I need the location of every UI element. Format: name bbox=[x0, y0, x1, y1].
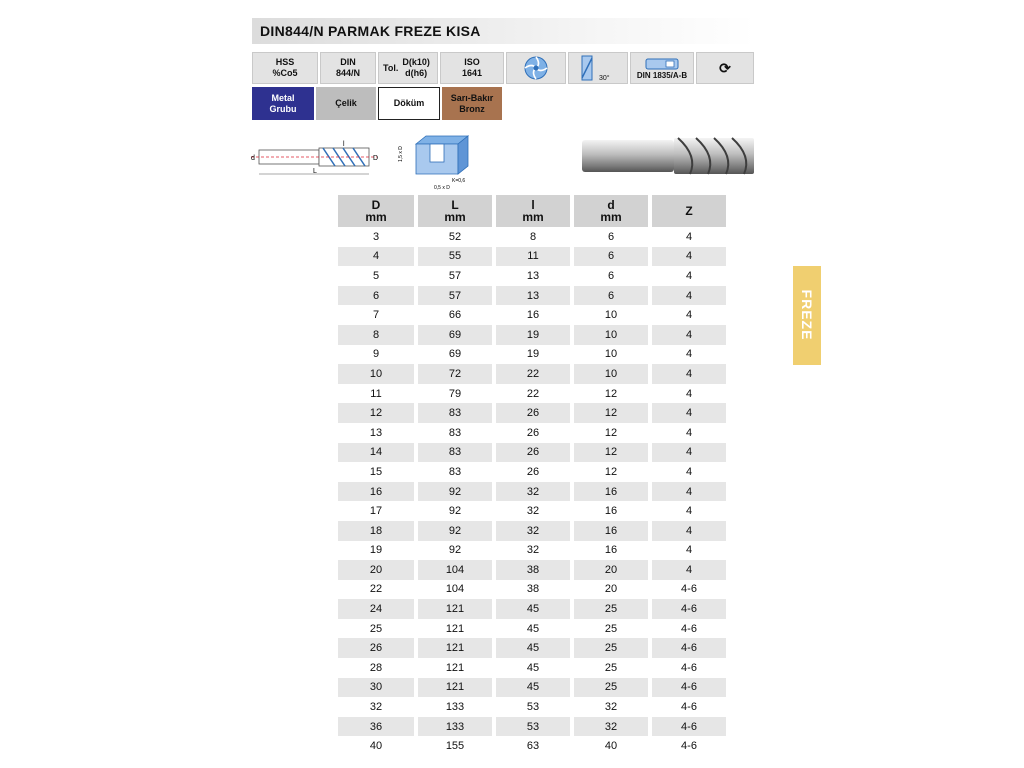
table-cell: 22 bbox=[494, 364, 572, 384]
helix-angle-icon bbox=[576, 54, 620, 82]
table-cell: 92 bbox=[416, 521, 494, 541]
dimension-table bbox=[338, 195, 726, 756]
table-cell: 4 bbox=[685, 426, 693, 439]
table-cell: 4-6 bbox=[681, 701, 697, 714]
table-cell: 4-6 bbox=[681, 622, 697, 635]
table-cell: 6 bbox=[572, 227, 650, 247]
table-cell: 69 bbox=[416, 345, 494, 365]
table-cell: 38 bbox=[494, 560, 572, 580]
spec-iso: ISO 1641 bbox=[440, 52, 504, 84]
table-cell: 45 bbox=[494, 599, 572, 619]
table-cell: 32 bbox=[494, 541, 572, 561]
table-row bbox=[338, 736, 726, 756]
table-cell: 12 bbox=[572, 443, 650, 463]
shank-icon bbox=[644, 57, 680, 71]
table-cell: 4 bbox=[685, 505, 693, 518]
table-cell: 4 bbox=[338, 247, 416, 267]
table-row bbox=[338, 599, 726, 619]
tolerance-label: Tol. bbox=[383, 62, 399, 73]
table-cell: 121 bbox=[416, 599, 494, 619]
table-cell: 20 bbox=[572, 560, 650, 580]
table-cell: 32 bbox=[494, 482, 572, 502]
table-cell: 8 bbox=[338, 325, 416, 345]
table-cell: 12 bbox=[338, 403, 416, 423]
table-cell: 5 bbox=[338, 266, 416, 286]
table-cell: 69 bbox=[416, 325, 494, 345]
table-cell: 6 bbox=[572, 266, 650, 286]
table-cell: 92 bbox=[416, 541, 494, 561]
table-cell: 32 bbox=[494, 521, 572, 541]
table-cell: 72 bbox=[416, 364, 494, 384]
table-row bbox=[338, 325, 726, 345]
table-row bbox=[338, 697, 726, 717]
table-cell: 4 bbox=[685, 230, 693, 243]
table-row bbox=[338, 227, 726, 247]
table-row bbox=[338, 266, 726, 286]
table-cell: 45 bbox=[494, 619, 572, 639]
table-row bbox=[338, 423, 726, 443]
spec-hss: HSS %Co5 bbox=[252, 52, 318, 84]
table-cell: 8 bbox=[494, 227, 572, 247]
table-cell: 4-6 bbox=[650, 678, 726, 698]
table-cell: 45 bbox=[494, 638, 572, 658]
table-cell: 26 bbox=[494, 403, 572, 423]
table-cell: 4-6 bbox=[650, 717, 726, 737]
table-cell: 4 bbox=[685, 309, 693, 322]
table-cell: 19 bbox=[494, 325, 572, 345]
table-cell: 16 bbox=[572, 501, 650, 521]
table-cell: 121 bbox=[416, 638, 494, 658]
table-cell: 13 bbox=[494, 266, 572, 286]
table-cell: 45 bbox=[494, 658, 572, 678]
table-cell: 4 bbox=[650, 521, 726, 541]
table-cell: 155 bbox=[416, 736, 494, 756]
spec-flutes bbox=[506, 52, 566, 84]
table-cell: 6 bbox=[572, 286, 650, 306]
table-cell: 16 bbox=[572, 541, 650, 561]
table-cell: 52 bbox=[416, 227, 494, 247]
table-cell: 11 bbox=[494, 247, 572, 267]
col-header-l: l mm bbox=[494, 195, 572, 227]
table-cell: 57 bbox=[416, 266, 494, 286]
table-cell: 92 bbox=[416, 501, 494, 521]
col-header-L: L mm bbox=[416, 195, 494, 227]
material-cast: Döküm bbox=[378, 87, 440, 120]
dim-l: l bbox=[343, 141, 345, 148]
spec-tolerance bbox=[378, 52, 438, 84]
helix-angle-label: 30° bbox=[599, 75, 610, 82]
table-cell: 83 bbox=[416, 443, 494, 463]
table-cell: 121 bbox=[416, 658, 494, 678]
table-cell: 10 bbox=[572, 345, 650, 365]
table-cell: 26 bbox=[494, 462, 572, 482]
table-row bbox=[338, 560, 726, 580]
table-cell: 15 bbox=[338, 462, 416, 482]
table-row bbox=[338, 247, 726, 267]
table-cell: 53 bbox=[494, 697, 572, 717]
table-cell: 4 bbox=[650, 325, 726, 345]
table-row bbox=[338, 462, 726, 482]
table-cell: 32 bbox=[572, 717, 650, 737]
col-header-D: D mm bbox=[338, 195, 416, 227]
table-cell: 4 bbox=[685, 465, 693, 478]
table-cell: 4 bbox=[650, 364, 726, 384]
table-cell: 17 bbox=[338, 501, 416, 521]
table-cell: 11 bbox=[338, 384, 416, 404]
table-cell: 4 bbox=[685, 387, 693, 400]
table-cell: 83 bbox=[416, 403, 494, 423]
table-cell: 32 bbox=[572, 697, 650, 717]
table-cell: 133 bbox=[416, 717, 494, 737]
table-cell: 24 bbox=[338, 599, 416, 619]
slot-bottom-label: 0,5 x D bbox=[434, 185, 450, 191]
col-header-Z: Z bbox=[650, 195, 726, 227]
table-cell: 25 bbox=[572, 599, 650, 619]
table-row bbox=[338, 443, 726, 463]
table-row bbox=[338, 580, 726, 600]
table-cell: 14 bbox=[338, 443, 416, 463]
table-cell: 121 bbox=[416, 678, 494, 698]
shank-label: DIN 1835/A-B bbox=[636, 70, 688, 80]
dim-D: D bbox=[373, 155, 379, 162]
table-cell: 40 bbox=[338, 736, 416, 756]
section-tab-label: FREZE bbox=[799, 289, 815, 341]
table-row bbox=[338, 717, 726, 737]
table-cell: 104 bbox=[416, 560, 494, 580]
table-cell: 121 bbox=[416, 619, 494, 639]
table-row bbox=[338, 345, 726, 365]
table-row bbox=[338, 305, 726, 325]
table-cell: 4-6 bbox=[650, 599, 726, 619]
tolerance-values: D(k10) d(h6) bbox=[402, 57, 430, 78]
table-cell: 7 bbox=[338, 305, 416, 325]
slot-diagram bbox=[394, 134, 474, 192]
table-cell: 92 bbox=[416, 482, 494, 502]
table-cell: 10 bbox=[572, 305, 650, 325]
table-cell: 20 bbox=[572, 580, 650, 600]
table-row bbox=[338, 541, 726, 561]
table-cell: 13 bbox=[494, 286, 572, 306]
table-cell: 4-6 bbox=[650, 638, 726, 658]
spec-din: DIN 844/N bbox=[320, 52, 376, 84]
table-row bbox=[338, 403, 726, 423]
table-cell: 18 bbox=[338, 521, 416, 541]
section-tab bbox=[793, 266, 821, 365]
table-row bbox=[338, 364, 726, 384]
table-cell: 25 bbox=[572, 658, 650, 678]
table-cell: 25 bbox=[572, 638, 650, 658]
table-cell: 66 bbox=[416, 305, 494, 325]
material-bronze: Sarı-Bakır Bronz bbox=[442, 87, 502, 120]
slot-side-label: 1,5 x D bbox=[398, 146, 404, 162]
table-cell: 79 bbox=[416, 384, 494, 404]
table-cell: 13 bbox=[338, 423, 416, 443]
table-row bbox=[338, 501, 726, 521]
table-cell: 36 bbox=[338, 717, 416, 737]
table-cell: 25 bbox=[572, 678, 650, 698]
page-title: DIN844/N PARMAK FREZE KISA bbox=[260, 23, 481, 39]
table-cell: 83 bbox=[416, 423, 494, 443]
dim-d: d bbox=[251, 155, 255, 162]
table-row bbox=[338, 286, 726, 306]
spec-shank bbox=[630, 52, 694, 84]
table-cell: 63 bbox=[494, 736, 572, 756]
table-cell: 4 bbox=[650, 482, 726, 502]
table-cell: 26 bbox=[494, 443, 572, 463]
table-cell: 38 bbox=[494, 580, 572, 600]
table-cell: 6 bbox=[338, 286, 416, 306]
four-flute-cutter-icon bbox=[519, 54, 553, 82]
table-cell: 4 bbox=[685, 348, 693, 361]
table-row bbox=[338, 482, 726, 502]
table-cell: 28 bbox=[338, 658, 416, 678]
table-cell: 12 bbox=[572, 403, 650, 423]
table-header-row bbox=[338, 195, 726, 227]
table-cell: 4-6 bbox=[681, 740, 697, 753]
table-cell: 83 bbox=[416, 462, 494, 482]
table-cell: 16 bbox=[338, 482, 416, 502]
table-row bbox=[338, 638, 726, 658]
table-cell: 22 bbox=[338, 580, 416, 600]
table-cell: 10 bbox=[572, 325, 650, 345]
table-cell: 57 bbox=[416, 286, 494, 306]
table-cell: 45 bbox=[494, 678, 572, 698]
table-cell: 4-6 bbox=[681, 661, 697, 674]
table-cell: 16 bbox=[572, 482, 650, 502]
table-cell: 19 bbox=[338, 541, 416, 561]
dim-L: L bbox=[313, 168, 317, 175]
slot-corner-label: K=0,6 bbox=[452, 178, 466, 184]
table-cell: 26 bbox=[494, 423, 572, 443]
table-cell: 26 bbox=[338, 638, 416, 658]
table-cell: 10 bbox=[338, 364, 416, 384]
table-cell: 9 bbox=[338, 345, 416, 365]
table-cell: 4 bbox=[650, 247, 726, 267]
table-cell: 4 bbox=[650, 286, 726, 306]
table-row bbox=[338, 619, 726, 639]
table-cell: 20 bbox=[338, 560, 416, 580]
col-header-d: d mm bbox=[572, 195, 650, 227]
table-cell: 32 bbox=[494, 501, 572, 521]
table-cell: 133 bbox=[416, 697, 494, 717]
rotation-icon: ⟳ bbox=[719, 59, 731, 76]
table-cell: 6 bbox=[572, 247, 650, 267]
cutter-drawing bbox=[245, 140, 385, 180]
table-row bbox=[338, 521, 726, 541]
material-metal-group: Metal Grubu bbox=[252, 87, 314, 120]
table-cell: 25 bbox=[338, 619, 416, 639]
table-cell: 4 bbox=[650, 443, 726, 463]
table-cell: 4 bbox=[685, 544, 693, 557]
table-cell: 32 bbox=[338, 697, 416, 717]
table-cell: 4 bbox=[685, 269, 693, 282]
end-mill-photo bbox=[582, 136, 758, 178]
table-cell: 104 bbox=[416, 580, 494, 600]
spec-helix bbox=[568, 52, 628, 84]
table-cell: 16 bbox=[572, 521, 650, 541]
table-cell: 4 bbox=[650, 560, 726, 580]
material-steel: Çelik bbox=[316, 87, 376, 120]
table-cell: 30 bbox=[338, 678, 416, 698]
table-row bbox=[338, 678, 726, 698]
table-cell: 22 bbox=[494, 384, 572, 404]
table-row bbox=[338, 384, 726, 404]
table-cell: 19 bbox=[494, 345, 572, 365]
title-bar bbox=[252, 18, 756, 44]
table-cell: 10 bbox=[572, 364, 650, 384]
table-row bbox=[338, 658, 726, 678]
table-cell: 40 bbox=[572, 736, 650, 756]
table-cell: 25 bbox=[572, 619, 650, 639]
table-cell: 12 bbox=[572, 462, 650, 482]
table-cell: 4-6 bbox=[681, 583, 697, 596]
table-cell: 16 bbox=[494, 305, 572, 325]
table-cell: 12 bbox=[572, 423, 650, 443]
table-cell: 12 bbox=[572, 384, 650, 404]
table-cell: 4 bbox=[650, 403, 726, 423]
table-cell: 3 bbox=[338, 227, 416, 247]
table-cell: 55 bbox=[416, 247, 494, 267]
spec-rotation bbox=[696, 52, 754, 84]
table-cell: 53 bbox=[494, 717, 572, 737]
